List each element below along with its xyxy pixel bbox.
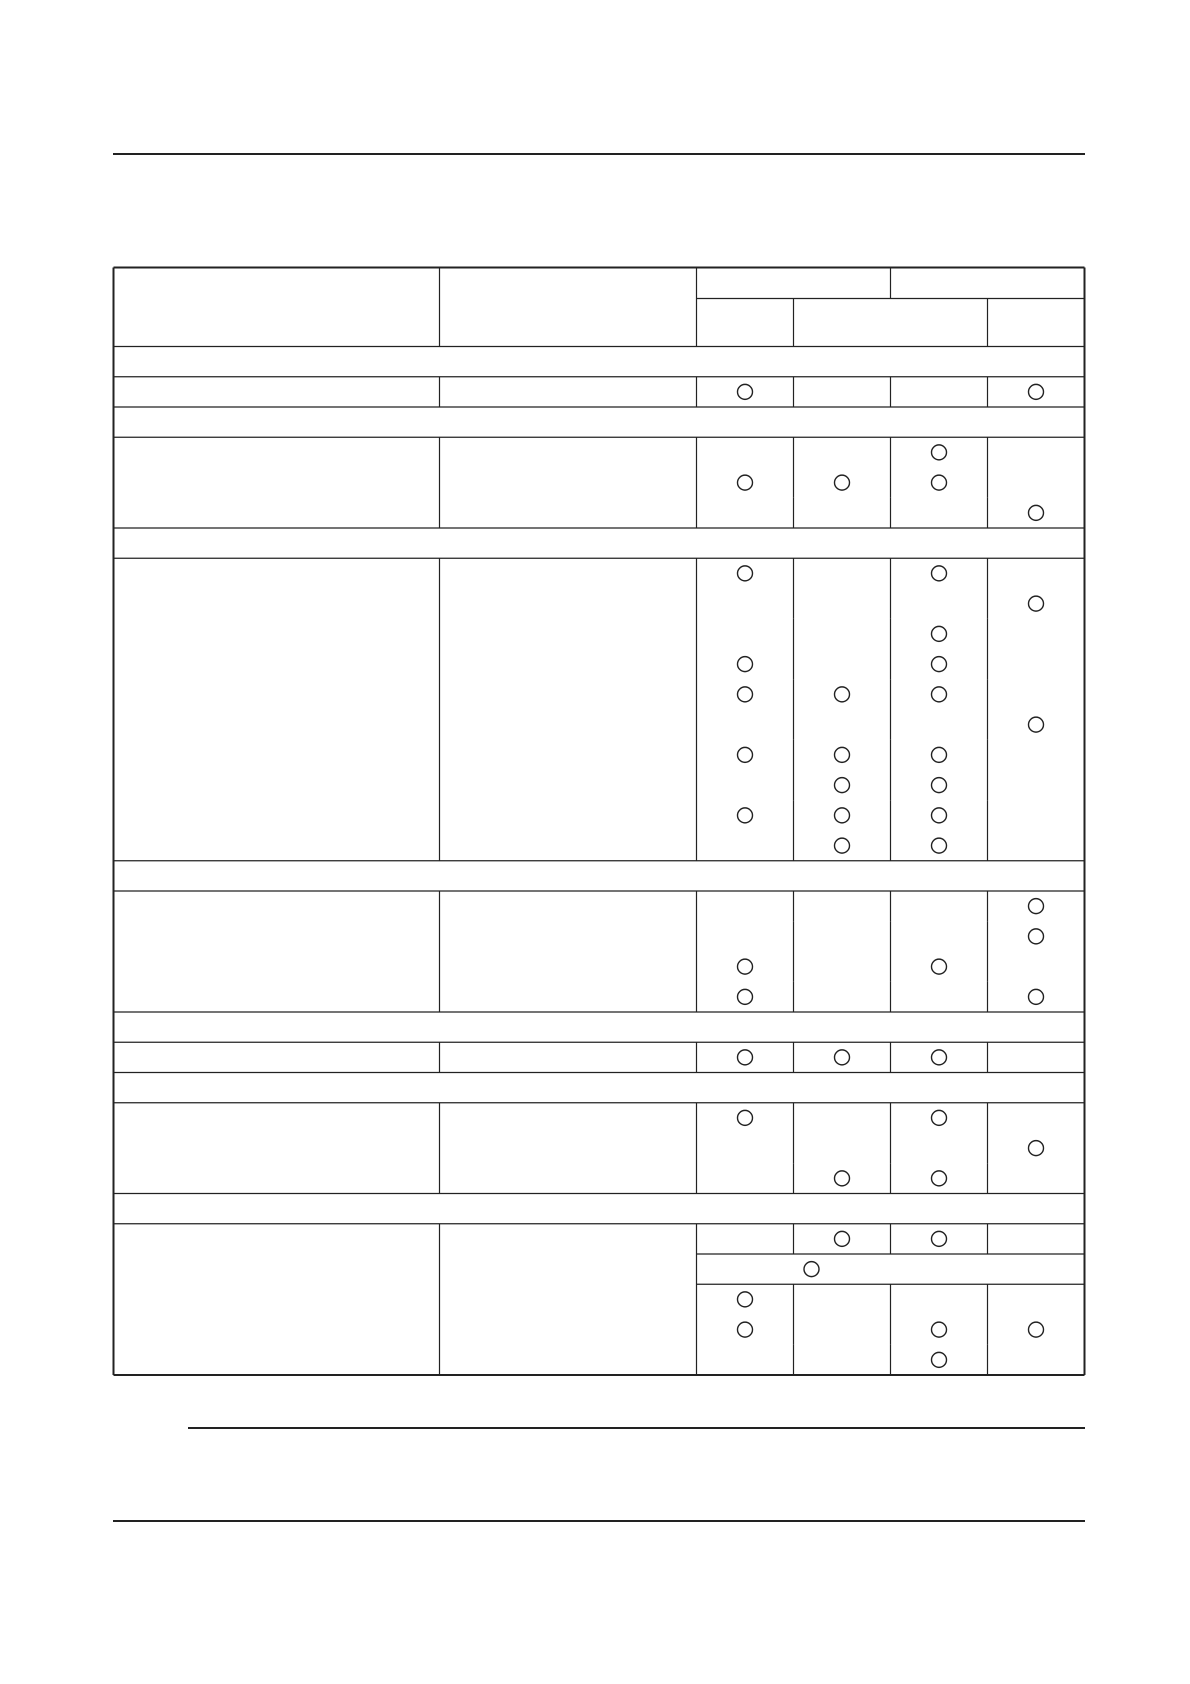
footnote-rule — [188, 1427, 1085, 1429]
mark-circle — [738, 1110, 753, 1125]
mark-circle — [1029, 1141, 1044, 1156]
mark-circle — [932, 959, 947, 974]
mark-circle — [1029, 989, 1044, 1004]
mark-circle — [738, 384, 753, 399]
mark-circle — [738, 475, 753, 490]
mark-circle — [835, 747, 850, 762]
mark-circle — [1029, 596, 1044, 611]
mark-circle — [932, 838, 947, 853]
mark-circle — [835, 1171, 850, 1186]
mark-circle — [932, 445, 947, 460]
mark-circle — [932, 566, 947, 581]
mark-circle — [738, 657, 753, 672]
mark-circle — [738, 1050, 753, 1065]
mark-circle — [835, 1050, 850, 1065]
mark-circle — [738, 687, 753, 702]
mark-circle — [738, 566, 753, 581]
mark-circle — [1029, 717, 1044, 732]
mark-circle — [932, 475, 947, 490]
mark-circle — [835, 1231, 850, 1246]
mark-circle — [835, 778, 850, 793]
mark-circle — [835, 687, 850, 702]
mark-circle — [1029, 929, 1044, 944]
mark-circle — [932, 747, 947, 762]
mark-circle — [738, 747, 753, 762]
mark-circle — [835, 808, 850, 823]
mark-circle — [738, 959, 753, 974]
mark-circle — [1029, 505, 1044, 520]
mark-circle — [932, 1110, 947, 1125]
mark-circle — [932, 808, 947, 823]
mark-circle — [932, 1352, 947, 1367]
mark-circle — [835, 838, 850, 853]
mark-circle — [738, 808, 753, 823]
mark-circle — [932, 1171, 947, 1186]
mark-circle — [738, 1292, 753, 1307]
mark-circle — [1029, 384, 1044, 399]
mark-circle — [1029, 1322, 1044, 1337]
mark-circle — [1029, 899, 1044, 914]
mark-circle — [738, 1322, 753, 1337]
mark-circle — [835, 475, 850, 490]
mark-circle — [932, 687, 947, 702]
mark-circle — [932, 778, 947, 793]
mark-circle — [932, 1322, 947, 1337]
bottom-rule — [113, 1520, 1085, 1522]
mark-circle — [932, 1231, 947, 1246]
mark-circle — [738, 989, 753, 1004]
mark-circle — [932, 657, 947, 672]
mark-circle — [804, 1262, 819, 1277]
mark-circle — [932, 1050, 947, 1065]
mark-circle — [932, 626, 947, 641]
